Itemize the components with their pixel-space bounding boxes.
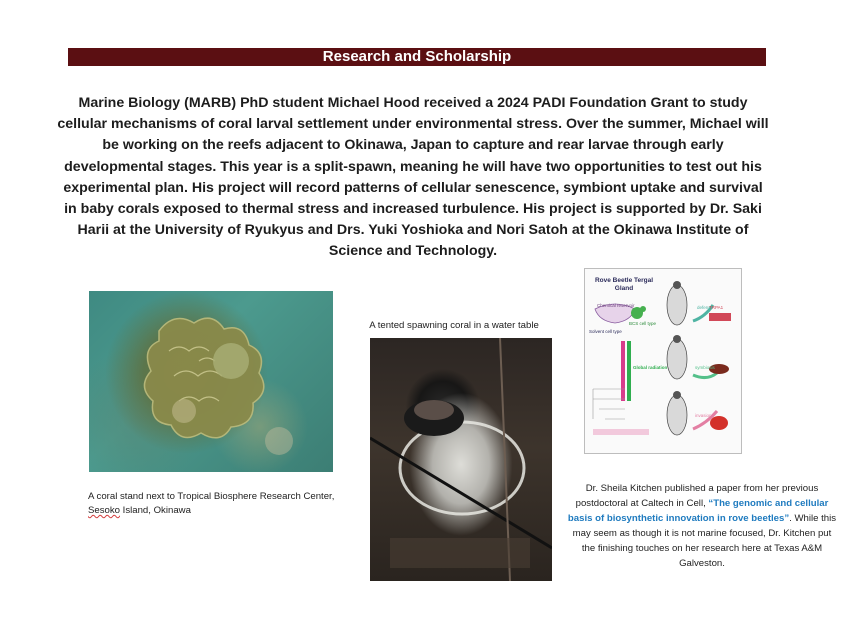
tank-photo-caption: A tented spawning coral in a water table [369,320,539,331]
paper-caption: Dr. Sheila Kitchen published a paper from her previous postdoctoral at Caltech in Cell, “The genomic and cellular basis of biosynthetic innovation in rove beetles”. While this may seem as though it is not marine focused, Dr. Kitchen put the finishing touches on her research here at Texas A&M Galveston. [567,483,837,569]
section-title: Research and Scholarship [322,48,512,65]
label-chemical-reservoir: Chemical reservoir [597,303,635,308]
coral-photo-caption: A coral stand next to Tropical Biosphere Research Center, Sesoko Island, Okinawa [88,491,335,516]
paper-title-link[interactable]: “The genomic and cellular basis of biosynthetic innovation in rove beetles” [567,498,829,524]
intro-paragraph: Marine Biology (MARB) PhD student Michael Hood received a 2024 PADI Foundation Grant to study cellular mechanisms of coral larval settlement under environmental stress. Over the summer, Michael will be working on the reefs adjacent to Okinawa, Japan to capture and rear larvae through early developmental stages. This year is a split-spawn, meaning he will have two opportunities to test out his experimental plan. His project will record patterns of cellular senescence, symbiont uptake and survival in baby corals exposed to thermal stress and increased turbulence. His project is supported by Dr. Saki Harii at the University of Ryukyus and Drs. Yuki Yoshioka and Nori Satoh at the Okinawa Institute of Science and Technology. [57,95,769,260]
label-defense: defense [697,305,714,310]
coral-illustration [89,291,333,472]
figure-title: Rove Beetle Tergal Gland [594,277,654,292]
label-invasion: invasion [695,413,712,418]
label-global-radiation: Global radiation [633,365,668,370]
label-solvent-cell-type: Solvent cell type [589,329,622,334]
label-trpa1: TRPA1 [709,305,724,310]
section-banner [68,48,766,66]
beetle-diagram [585,269,741,453]
spellcheck-word: Sesoko [88,505,120,516]
tank-illustration [370,338,552,581]
label-bcs-cell-type: BCS cell type [629,321,657,326]
coral-photo [89,291,333,472]
tank-photo [370,338,552,581]
label-symbiosis: symbiosis [695,365,715,370]
rove-beetle-figure [584,268,742,454]
